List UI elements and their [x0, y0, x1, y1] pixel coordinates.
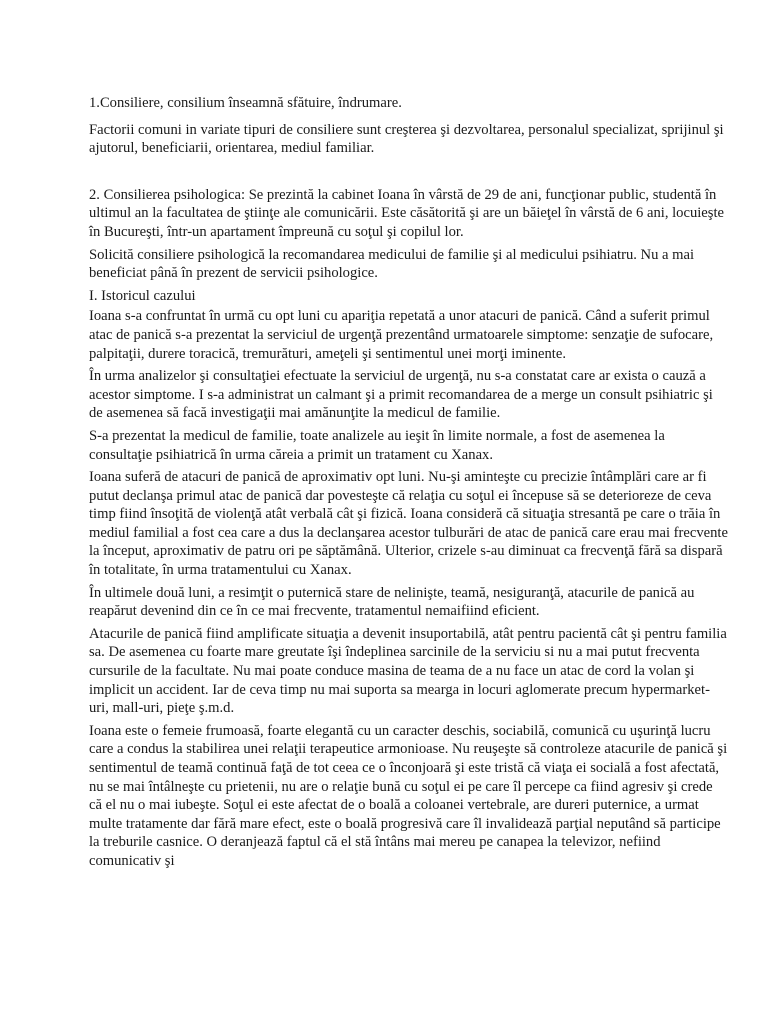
paragraph-definition: 1.Consiliere, consilium înseamnă sfătuire, îndrumare.: [89, 95, 402, 111]
document-page: [89, 94, 729, 875]
section-heading-history: I. Istoricul cazului: [89, 287, 196, 304]
paragraph-request: Solicită consiliere psihologică la recomandarea medicului de familie şi al medicului psihiatru. Nu a mai beneficiat până în prezent de servicii psihologice.: [89, 246, 695, 282]
paragraph-description: Ioana este o femeie frumoasă, foarte elegantă cu un caracter deschis, sociabilă, comunică cu uşurinţă lucru care a condus la stabilirea unei relaţii terapeutice armonioase. Nu reuşeşte să controleze atacurile de panică şi sentimentul de teamă continuă faţă de tot ceea ce o înconjoară şi este tristă că viaţa ei socială a fost afectată, nu se mai întâlneşte cu prietenii, nu are o relaţie bună cu soţul ei pe care îl percepe ca fiind agresiv şi crede că el nu o mai iubeşte. Soţul ei este afectat de o boală a coloanei vertebrale, are dureri puternice, a urmat multe tratamente dar fără mare efect, este o boală progresivă care îl invalidează parţial neputând să participe la treburile casnice. O deranjează faptul că el stă întâns mai mereu pe canapea la televizor, nefiind comunicativ şi: [89, 722, 728, 869]
paragraph-first-attack: Ioana s-a confruntat în urmă cu opt luni cu apariţia repetată a unor atacuri de panică. Când a suferit primul atac de panică s-a prezentat la serviciul de urgenţă prezentând urmatoarele simptome: senzaţie de sufocare, palpitaţii, durere toracică, tremurături, ameţeli şi sentimentul unei morţi iminente.: [89, 308, 714, 362]
paragraph-duration: Ioana suferă de atacuri de panică de aproximativ opt luni. Nu-şi aminteşte cu precizie întâmplări care ar fi putut declanşa primul atac de panică dar povesteşte că relaţia cu soţul ei începuse să se deterioreze de ceva timp fiind însoţită de violenţă atât verbală cât şi fizică. Ioana consideră că situaţia stresantă pe care o trăia în mediul familial a fost cea care a dus la declanşarea acestor tulburări de atac de panică care erau mai frecvente la început, aproximativ de patru ori pe săptămână. Ulterior, crizele s-au diminuat ca frecvenţă fără sa dispară în totalitate, în urma tratamentului cu Xanax.: [89, 469, 728, 579]
paragraph-case-intro: 2. Consilierea psihologica: Se prezintă la cabinet Ioana în vârstă de 29 de ani, funcţionar public, studentă în ultimul an la facultatea de ştiinţe ale comunicării. Este căsătorită şi are un băieţel în vârstă de 6 ani, locuieşte în Bucureşti, într-un apartament împreună cu soţul şi copilul lor.: [89, 186, 724, 240]
paragraph-amplified: Atacurile de panică fiind amplificate situaţia a devenit insuportabilă, atât pentru pacientă cât şi pentru familia sa. De asemenea cu foarte mare greutate îşi îndeplinea sarcinile de la serviciu si nu a mai putut frecventa cursurile de la facultate. Nu mai poate conduce masina de teama de a nu face un atac de cord la volan şi implicit un accident. Iar de ceva timp nu mai suporta sa mearga in locuri aglomerate precum hypermarket-uri, mall-uri, pieţe ş.m.d.: [89, 625, 727, 717]
paragraph-last-months: În ultimele două luni, a resimţit o puternică stare de nelinişte, teamă, nesiguranţă, atacurile de panică au reapărut devenind din ce în ce mai frecvente, tratamentul nemaifiind eficient.: [89, 584, 695, 620]
paragraph-common-factors: Factorii comuni in variate tipuri de consiliere sunt creşterea şi dezvoltarea, personalul specializat, sprijinul şi ajutorul, beneficiarii, orientarea, mediul familiar.: [89, 121, 724, 157]
paragraph-emergency: În urma analizelor şi consultaţiei efectuate la serviciul de urgenţă, nu s-a constatat care ar exista o cauză a acestor simptome. I s-a administrat un calmant şi a primit recomandarea de a merge un consult psihiatric şi de asemenea să facă investigaţii mai amănunţite la medicul de familie.: [89, 368, 713, 422]
paragraph-family-doctor: S-a prezentat la medicul de familie, toate analizele au ieşit în limite normale, a fost de asemenea la consultaţie psihiatrică în urma căreia a primit un tratament cu Xanax.: [89, 427, 665, 463]
